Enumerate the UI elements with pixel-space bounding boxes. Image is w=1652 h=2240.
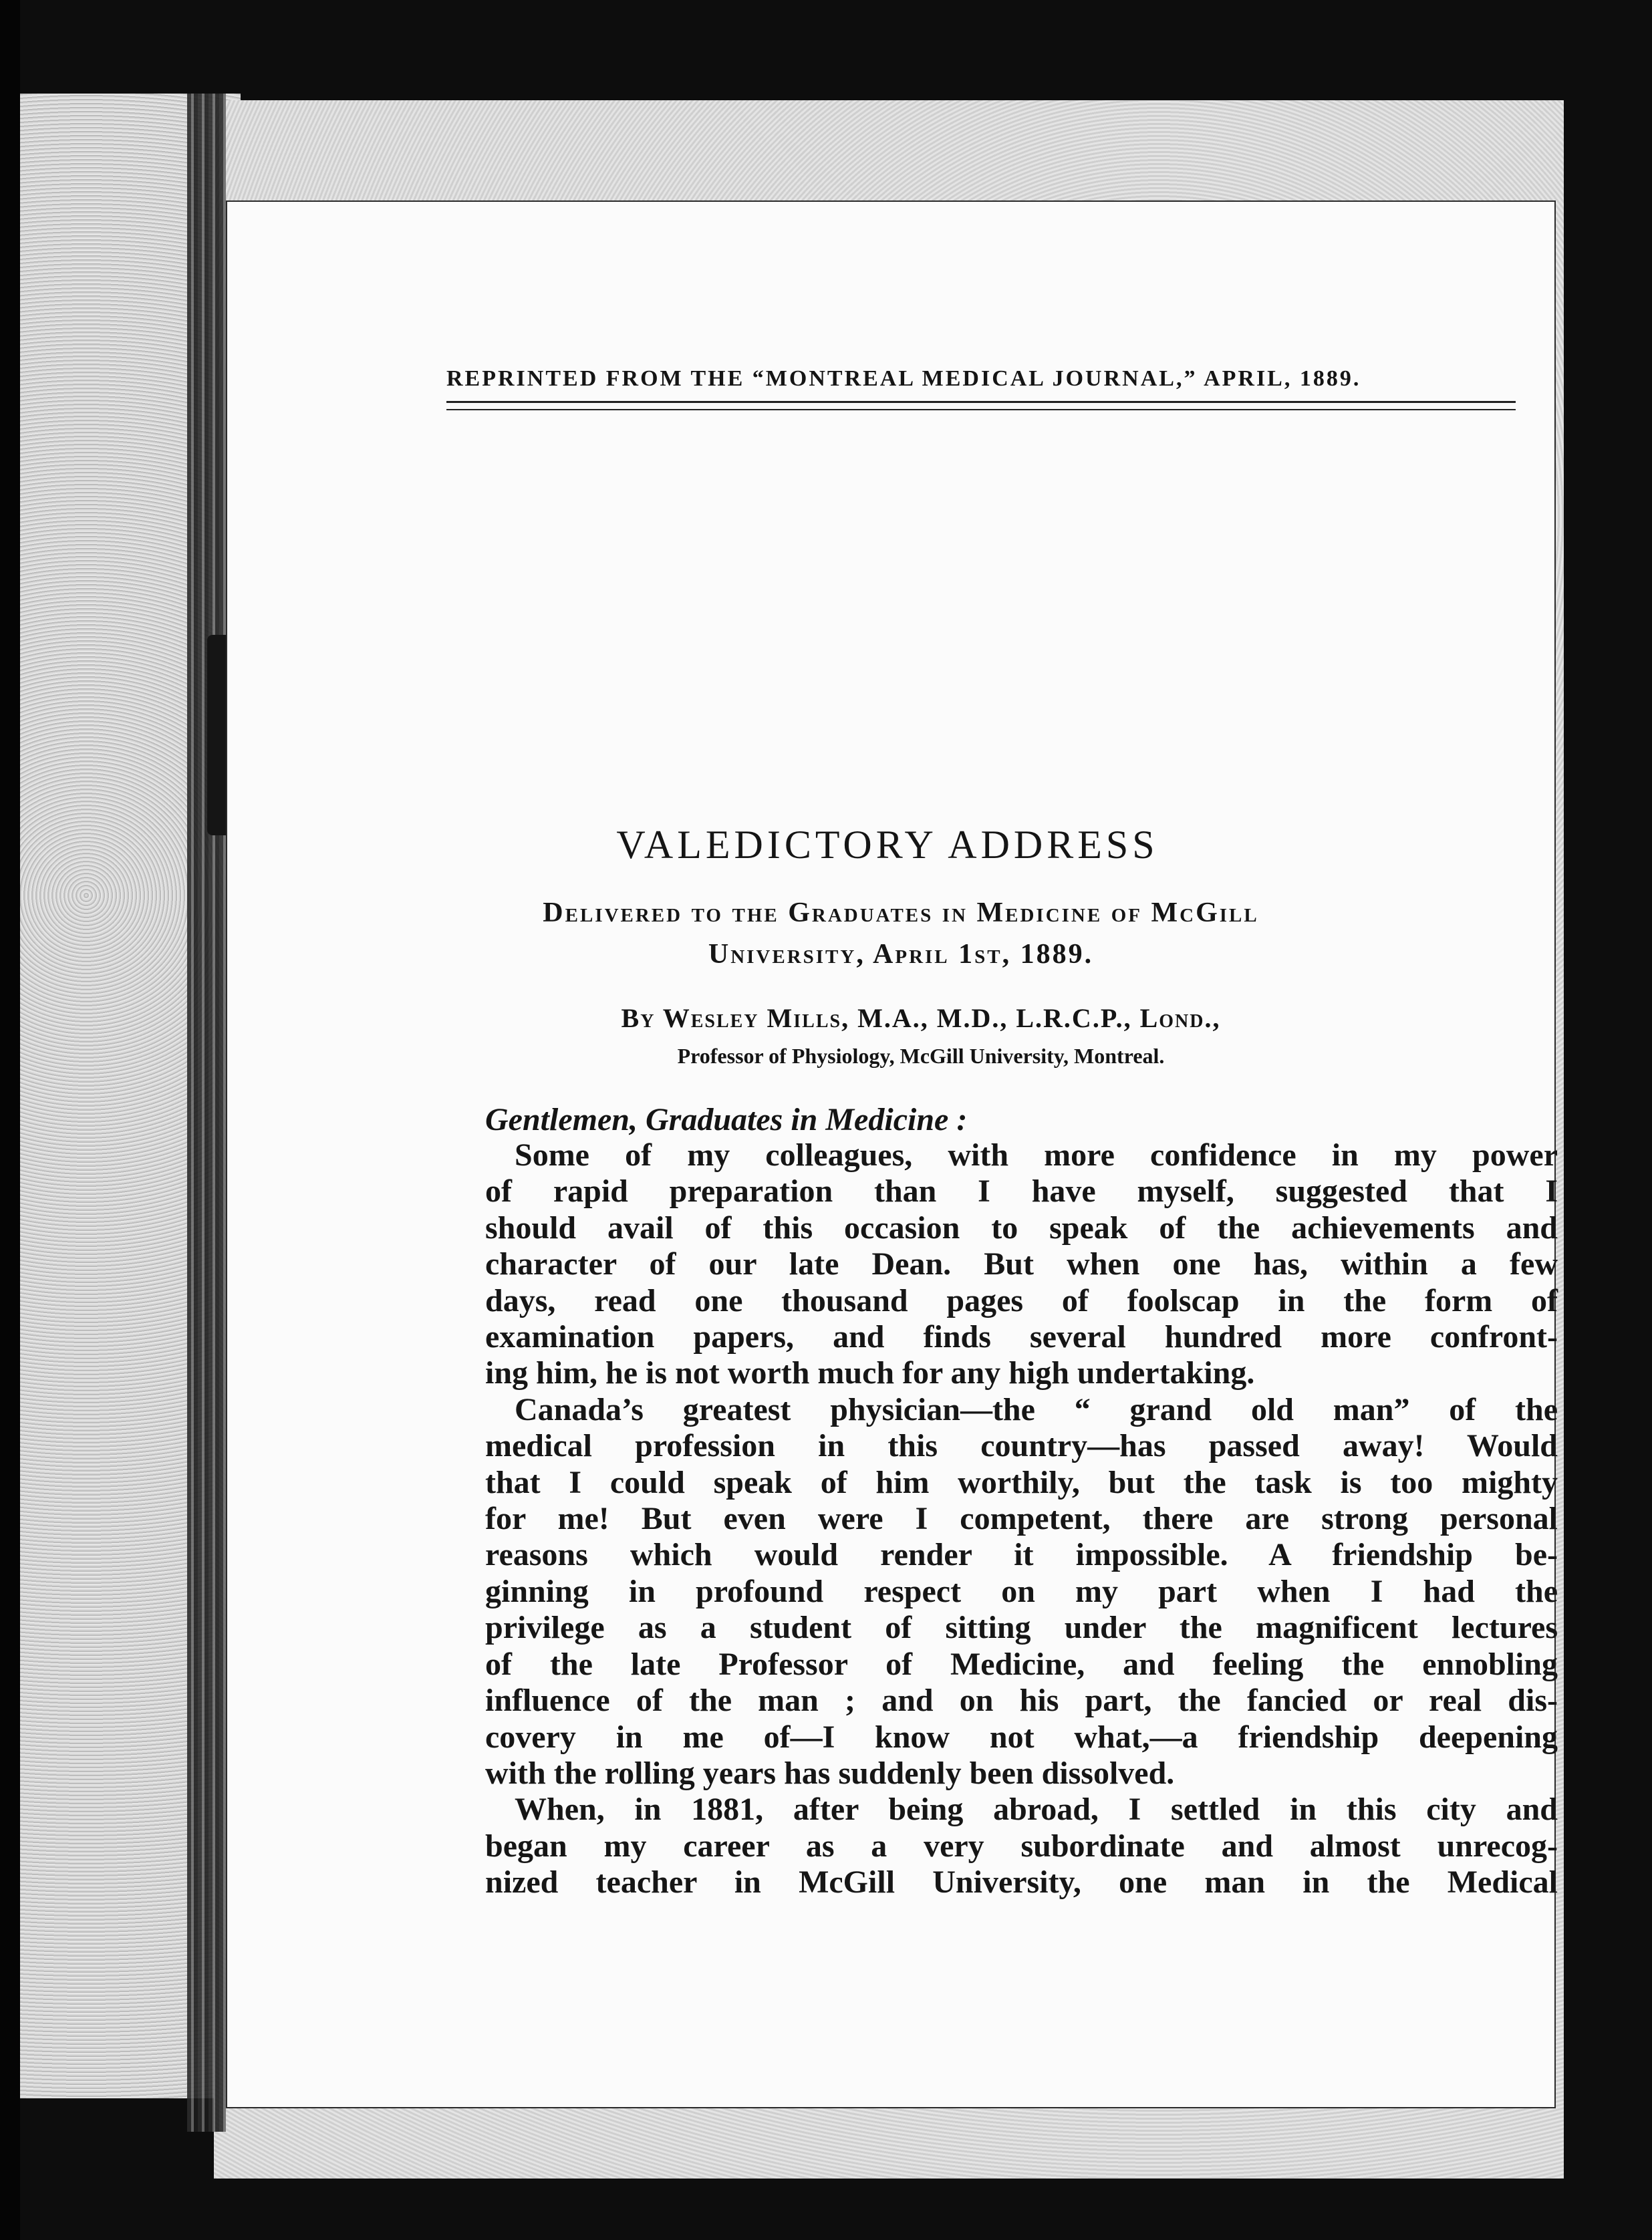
binding-edge <box>0 0 20 2240</box>
body-line: reasons which would render it impossible. A friendship be- <box>485 1537 1558 1573</box>
body-line: medical profession in this country—has passed away! Would <box>485 1428 1558 1464</box>
body-line: for me! But even were I competent, there are strong personal <box>485 1501 1558 1537</box>
header-rule-thin <box>446 409 1516 410</box>
author-byline: By Wesley Mills, M.A., M.D., L.R.C.P., Lond., <box>621 1003 1221 1033</box>
body-line: of the late Professor of Medicine, and feeling the ennobling <box>485 1646 1558 1682</box>
header-rule <box>446 401 1516 403</box>
body-line: When, in 1881, after being abroad, I settled in this city and <box>515 1792 1558 1828</box>
body-line: of rapid preparation than I have myself, suggested that I <box>485 1173 1558 1210</box>
body-line: with the rolling years has suddenly been dissolved. <box>485 1755 1175 1791</box>
body-line: nized teacher in McGill University, one man in the Medical <box>485 1864 1558 1901</box>
body-line: ginning in profound respect on my part when I had the <box>485 1573 1558 1609</box>
body-line: privilege as a student of sitting under the magnificent lectures <box>485 1610 1558 1646</box>
binding-strap <box>187 94 226 2132</box>
document-title: VALEDICTORY ADDRESS <box>616 823 1159 867</box>
subtitle-line: University, April 1st, 1889. <box>708 939 1094 970</box>
body-line: began my career as a very subordinate and almost unrecog- <box>485 1828 1558 1864</box>
body-line: covery in me of—I know not what,—a friendship deepening <box>485 1719 1558 1755</box>
document-page <box>226 200 1556 2108</box>
body-line: influence of the man ; and on his part, the fancied or real dis- <box>485 1683 1558 1719</box>
body-line: days, read one thousand pages of foolscap in the form of <box>485 1282 1558 1318</box>
author-affiliation: Professor of Physiology, McGill University, Montreal. <box>677 1044 1165 1068</box>
body-line: should avail of this occasion to speak of the achievements and <box>485 1210 1558 1246</box>
body-line: examination papers, and finds several hundred more confront- <box>485 1319 1558 1355</box>
body-line: character of our late Dean. But when one has, within a few <box>485 1246 1558 1282</box>
body-text <box>485 1137 1558 1901</box>
body-line: Some of my colleagues, with more confidence in my power <box>515 1137 1558 1173</box>
reprint-note: REPRINTED FROM THE “MONTREAL MEDICAL JOURNAL,” APRIL, 1889. <box>446 366 1361 391</box>
document-subtitle <box>333 892 1469 975</box>
body-line: Canada’s greatest physician—the “ grand old man” of the <box>515 1391 1558 1427</box>
body-line: ing him, he is not worth much for any high undertaking. <box>485 1355 1255 1391</box>
subtitle-line: Delivered to the Graduates in Medicine of McGill <box>543 897 1259 928</box>
salutation: Gentlemen, Graduates in Medicine : <box>485 1102 968 1137</box>
body-line: that I could speak of him worthily, but the task is too mighty <box>485 1464 1558 1500</box>
